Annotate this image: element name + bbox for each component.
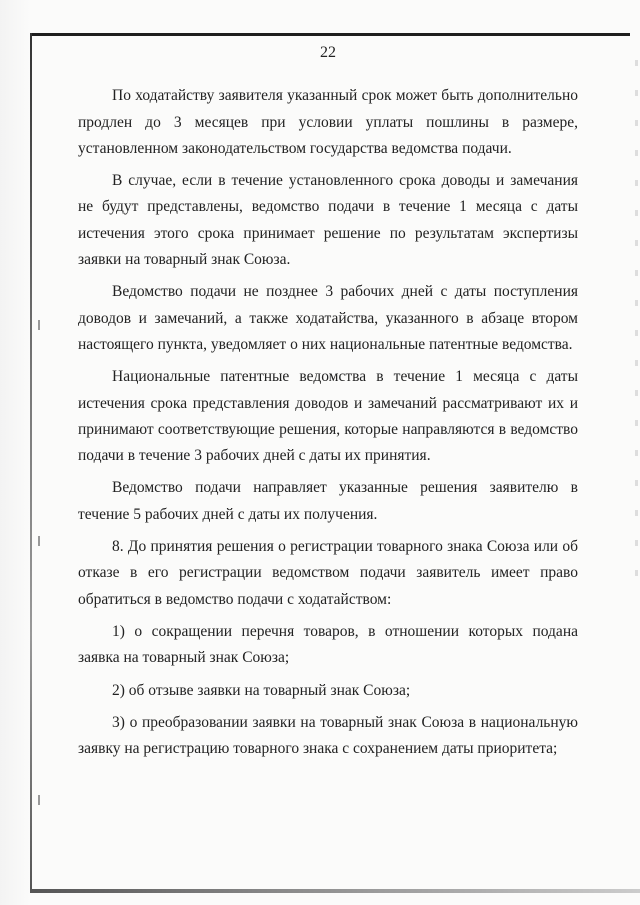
paragraph: В случае, если в течение установленного срока доводы и замечания не будут представлены, ведомство подачи в течение 1 месяца с даты истечения этого срока принимает решение по результатам экспертизы заявки на товарный знак Союза. — [78, 172, 578, 269]
scan-left-edge — [30, 33, 32, 893]
margin-mark — [38, 536, 40, 546]
margin-mark — [38, 795, 40, 805]
paragraph: Ведомство подачи не позднее 3 рабочих дней с даты поступления доводов и замечаний, а также ходатайства, указанного в абзаце втором настоящего пункта, уведомляет о них национальные патентные ведомства. — [78, 283, 578, 353]
document-body — [78, 40, 578, 768]
paragraph: Национальные патентные ведомства в течение 1 месяца с даты истечения срока представления доводов и замечаний рассматривают их и принимают соответствующие решения, которые направляются в ведомство подачи в течение 3 рабочих дней с даты их принятия. — [78, 368, 578, 465]
list-item: 1) о сокращении перечня товаров, в отношении которых подана заявка на товарный знак Союза; — [78, 622, 578, 667]
scan-top-edge — [30, 33, 630, 36]
scan-right-artifacts — [635, 60, 638, 580]
list-item: 2) об отзыве заявки на товарный знак Союза; — [112, 681, 411, 699]
scan-bottom-edge — [30, 889, 640, 893]
margin-mark — [38, 320, 40, 330]
paragraph: По ходатайству заявителя указанный срок может быть дополнительно продлен до 3 месяцев при условии уплаты пошлины в размере, установленном законодательством государства ведомства подачи. — [78, 87, 578, 157]
list-item: 3) о преобразовании заявки на товарный знак Союза в национальную заявку на регистрацию товарного знака с сохранением даты приоритета; — [78, 713, 578, 758]
scan-shadow — [0, 0, 30, 905]
page-number: 22 — [320, 44, 336, 61]
paragraph: 8. До принятия решения о регистрации товарного знака Союза или об отказе в его регистрации ведомством подачи заявитель имеет право обратиться в ведомство подачи с ходатайством: — [78, 538, 578, 608]
paragraph: Ведомство подачи направляет указанные решения заявителю в течение 5 рабочих дней с даты их получения. — [78, 479, 578, 523]
